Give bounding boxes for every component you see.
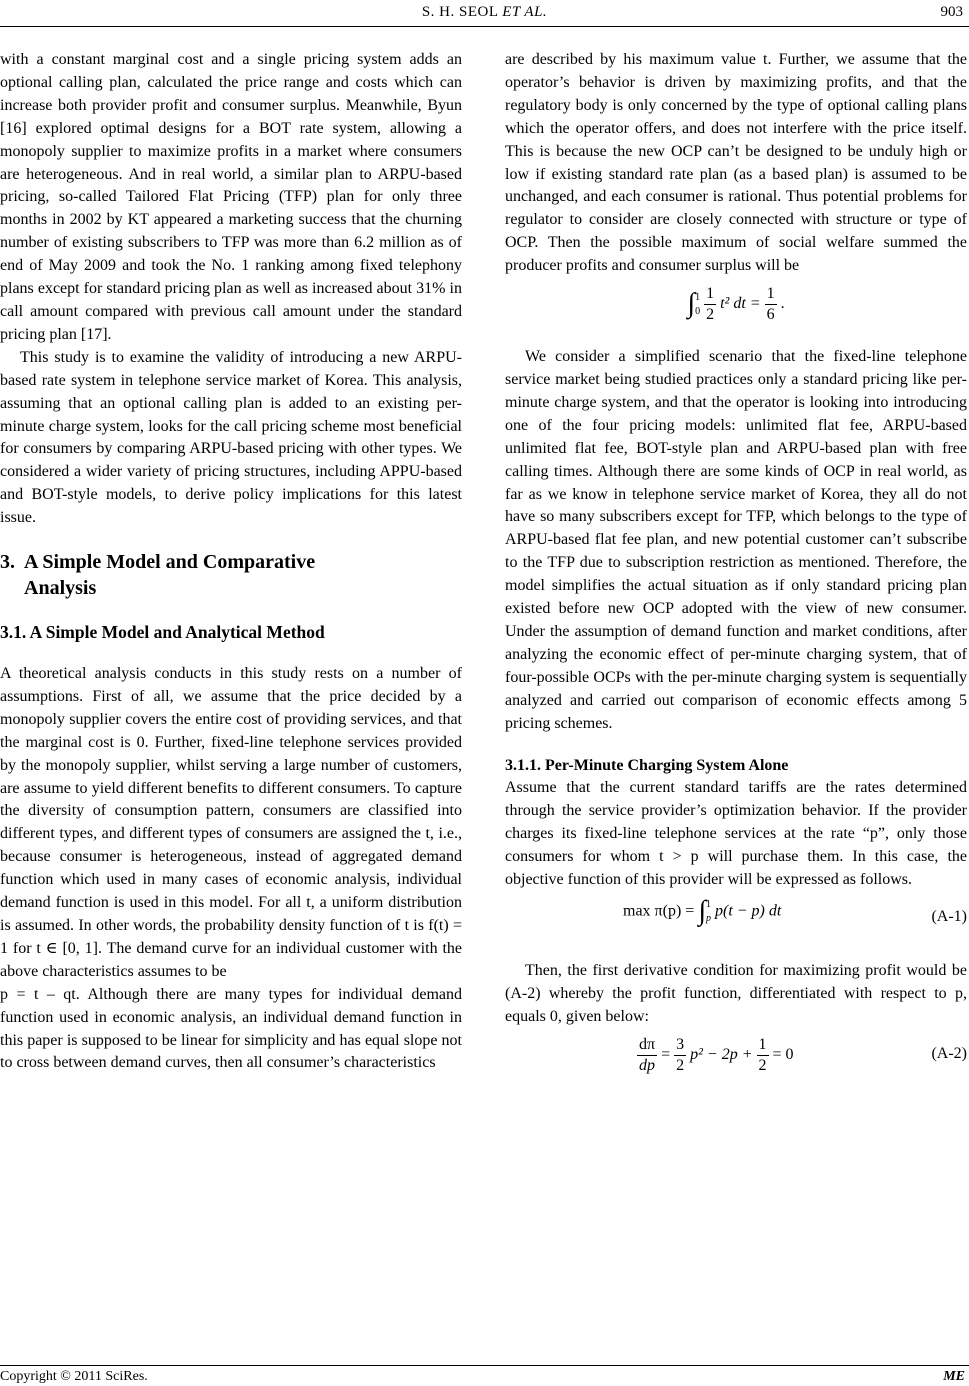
section-number: 3.: [0, 551, 15, 574]
fraction-one-sixth: $\frac{1}{6}$: [766, 285, 775, 324]
running-head-authors: S. H. SEOL: [421, 4, 498, 20]
right-paragraph-4: Then, the first derivative condition for maximizing profit would be (A-2) whereby the profit function, differentiated with respect to p, equals 0, given below:: [505, 962, 967, 1025]
copyright-notice: Copyright © 2011 SciRes.: [0, 1369, 148, 1384]
integral-sign: ∫: [698, 895, 706, 927]
page-footer: [0, 1365, 969, 1386]
section-title-line-1: A Simple Model and Comparative: [24, 551, 316, 574]
equation-number-a2: (A-2): [931, 1044, 967, 1062]
equation-a1: [505, 892, 967, 950]
left-paragraph-2: This study is to examine the validity of introducing a new ARPU-based rate system in telephone service market of Korea. This analysis, assuming that an optional calling plan is added to an existing per-minute charge system, looks for the call pricing scheme most beneficial for consumers by comparing ARPU-based pricing with other types. We considered a wider variety of pricing structures, including APPU-based and BOT-style models, to derive policy implications for this latest issue.: [0, 348, 462, 527]
running-head: [0, 4, 969, 21]
subsection-heading: 3.1. A Simple Model and Analytical Method: [0, 622, 325, 643]
right-paragraph-3: Assume that the current standard tariffs are the rates determined through the service provider’s optimization behavior. If the provider charges its fixed-line telephone services at the rate “p”, only those consumers for whom t > p will purchase them. In this case, the objective function of this provider will be expressed as follows.: [505, 779, 967, 889]
equation-a1-lhs: max π(p) =: [623, 902, 695, 920]
subsubsection-heading: 3.1.1. Per-Minute Charging System Alone: [505, 757, 789, 775]
integral-upper-limit: 1: [705, 899, 711, 910]
section-heading: [0, 549, 462, 601]
equation-a2-middle: p² − 2p +: [690, 1045, 753, 1063]
equation-number-a1: (A-1): [931, 908, 967, 925]
fraction-one-half-b: $\frac{1}{2}$: [758, 1035, 767, 1074]
left-column: [0, 49, 462, 1075]
fraction-one-half: $\frac{1}{2}$: [706, 285, 715, 324]
right-column: [505, 49, 967, 1087]
equation-a2-rhs: = 0: [772, 1045, 794, 1063]
equation-a1-body: p(t − p) dt: [714, 902, 782, 920]
footer-rule: [0, 1365, 969, 1366]
fraction-dpi-dp: $\frac{d\pi}{dp}$: [639, 1035, 656, 1074]
integral-sign: ∫: [687, 288, 696, 320]
section-title-line-2: Analysis: [24, 577, 97, 600]
left-paragraph-1: with a constant marginal cost and a single pricing system adds an optional calling plan, calculated the price range and costs which can increase both provider profit and consumer surplus. Meanwhile, Byun [16] explored optimal designs for a BOT rate system, allowing a monopoly supplier to maximize profits in a market where consumers are heterogeneous. And in real world, a similar plan to ARPU-based pricing, so-called Tailored Flat Pricing (TFP) plan for only three months in 2002 by KT appeared a marketing success that the churning number of existing subscribers to TFP was more than 6.2 million as of end of May 2009 and took the No. 1 ranking among fixed telephony plans except for standard pricing plan as well as increased about 31% in call amount compared with previous call amount under the standard pricing plan [17].: [0, 51, 462, 343]
header-rule: [0, 26, 969, 27]
equation-welfare-body: t² dt =: [720, 295, 761, 313]
integral-upper-limit: 1: [695, 291, 701, 303]
integral-lower-limit: 0: [695, 305, 701, 317]
fraction-three-halves: $\frac{3}{2}$: [676, 1035, 685, 1074]
equation-a2: $\frac{d\pi}{dp}$ = $\frac{3}{2}$ p² − 2p + $\frac{1}{2}$ = 0 (A-2): [639, 1035, 967, 1074]
page-header: [0, 0, 969, 28]
left-paragraph-3: A theoretical analysis conducts in this study rests on a number of assumptions. First of all, we assume that the price decided by a monopoly supplier covers the entire cost of providing services, and that the marginal cost is 0. Further, fixed-line telephone services provided by the monopoly supplier, whilst serving a large number of customers, are assume to yield different benefits to different consumers. To capture the diversity of consumption pattern, consumers are classified into different types, and different types of consumers are assigned the t, i.e., because consumer is heterogeneous, instead of aggregated demand function which used in many cases of economic analysis, individual demand function is used in this model. For all t, a uniform distribution is assumed. In other words, the probability density function of t is f(t) = 1 for t ∈ [0, 1]. The demand curve for an individual customer with the above characteristics assumes to be: [0, 665, 462, 980]
page-number: 903: [940, 4, 963, 20]
integral-lower-limit: p: [705, 913, 711, 924]
right-paragraph-2: We consider a simplified scenario that the fixed-line telephone service market being studied practices only a standard pricing like per-minute charge system, and that the operator is looking into introducing one of the four pricing models: unlimited flat fee, ARPU-based unlimited flat fee, BOT-style plan and ARPU-based plan with free calling times. Although there are some kinds of OCP in real world, as far as we know in telephone service market of Korea, they all do not have so many subscribers except for TFP, which belongs to the type of ARPU-based flat fee plan, and new potential customer can’t subscribe to the TFP due to subscription restriction as mentioned. Therefore, the model simplifies the actual situation as if only standard pricing plan existed before new OCP adopted with the view of new consumer. Under the assumption of demand function and market conditions, after analyzing the economic effect of per-minute charging system, that of four-possible OCPs with the per-minute charging system is sequentially analyzed and carried out comparison of economic effects among 5 pricing schemes.: [505, 348, 967, 732]
running-head-et-al: ET AL.: [502, 4, 548, 20]
right-paragraph-1: are described by his maximum value t. Further, we assume that the operator’s behavior is driven by maximizing profits, and that the regulatory body is only concerned by the type of optional calling plans which the operator offers, and does not interfere with the price itself. This is because the new OCP can’t be designed to be unduly high or low if existing standard rate plan (as a based plan) is assumed to be unchanged, and each consumer is rational. Thus potential problems for regulator to consider are closely connected with structure or type of OCP. Then the possible maximum of social welfare summed the producer profits and consumer surplus will be: [505, 51, 967, 275]
equation-welfare: ∫ 1 0 $\frac{1}{2}$ t² dt = $\frac{1}{6}$ .: [687, 285, 785, 324]
journal-abbreviation: ME: [943, 1369, 965, 1384]
left-paragraph-4: p = t – qt. Although there are many types for individual demand function used in economic analysis, an individual demand function in this paper is supposed to be linear for simplicity and has equal slope not to cross between demand curves, then all consumer’s characteristics: [0, 985, 462, 1072]
